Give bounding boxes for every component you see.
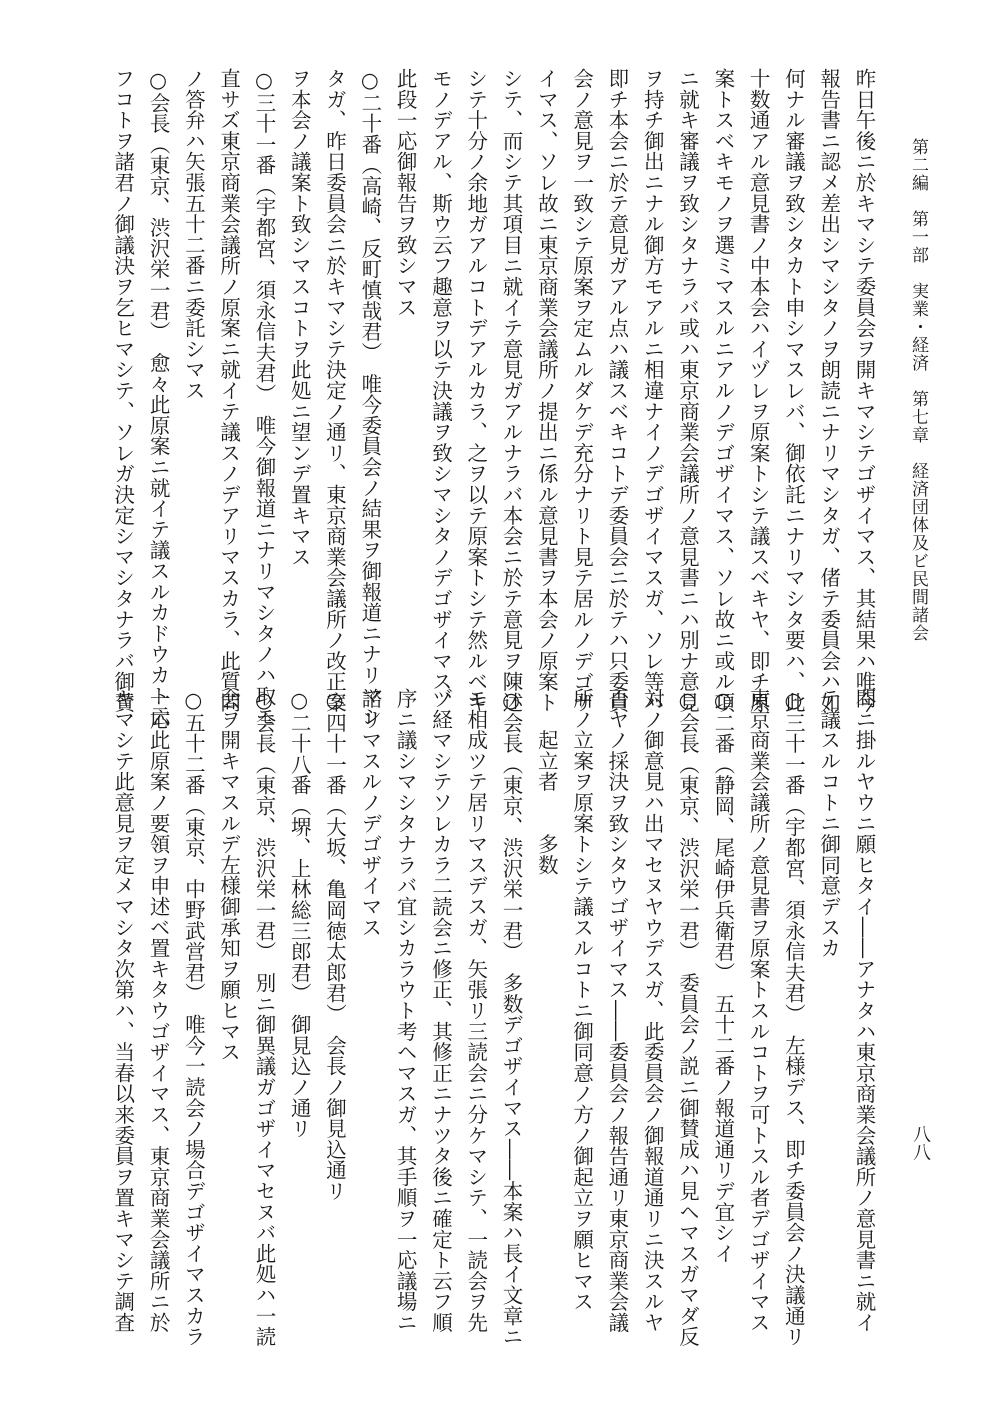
text-column: 案トスベキモノヲ選ミマスルニアルノデゴザイマス、ソレ故ニ或ル項 — [710, 68, 735, 713]
text-column: ○四十一番（大坂、亀岡徳太郎君） 会長ノ御見込通リ — [322, 688, 347, 1202]
text-column: ○三十一番（宇都宮、須永信夫君） 唯今御報道ニナリマシタノハ取モ — [251, 68, 276, 727]
text-column: 一応此原案ノ要領ヲ申述ベ置キタウゴザイマス、東京商業会議所ニ於 — [146, 688, 171, 1333]
text-column: ノ答弁ハ矢張五十二番ニ委託シマス — [181, 68, 206, 401]
text-column: ○三十一番（宇都宮、須永信夫君） 左様デス、即チ委員会ノ決議通リ — [781, 688, 806, 1347]
text-block-upper — [110, 68, 881, 727]
text-column: ヲ持チ御出ニナル御方モアルニ相違ナイノデゴザイマスガ、ソレ等ハ — [640, 68, 665, 713]
text-column: ○会長（東京、渋沢栄一君） 愈々此原案ニ就イテ議スルカドウカト云 — [146, 68, 171, 727]
text-column: 十数通アル意見書ノ中本会ハイヅレヲ原案トシテ議スベキヤ、即チ原 — [746, 68, 771, 713]
text-column: 即チ本会ニ於テ意見ガアル点ハ議スベキコトデ委員会ニ於テハ只委員 — [604, 68, 629, 713]
running-header: 第二編 第一部 実業・経済 第七章 経済団体及ビ民間諸会 — [908, 138, 928, 642]
text-column: モノデアル、斯ウ云フ趣意ヲ以テ決議ヲ致シマシタノデゴザイマス、 — [428, 68, 453, 713]
text-column: 諮リマスルノデゴザイマス — [357, 688, 382, 938]
text-column: シテ十分ノ余地ガアルコトデアルカラ、之ヲ以テ原案トシテ然ルベキ — [463, 68, 488, 713]
text-column: ヲ本会ノ議案ト致シマスコトヲ此処ニ望ンデ置キマス — [287, 68, 312, 568]
text-column: ○二十番（高崎、反町慎哉君） 唯今委員会ノ結果ヲ御報道ニナリマシ — [357, 68, 382, 727]
text-column: ○会長（東京、渋沢栄一君） 委員会ノ説ニ御賛成ハ見ヘマスガマダ反 — [675, 688, 700, 1347]
text-column: ○二十八番（堺、上林総三郎君） 御見込ノ通リ — [287, 688, 312, 1139]
text-column: 起立者 多数 — [534, 688, 559, 876]
text-column: 会ノ意見ヲ一致シテ原案ヲ定ムルダケデ充分ナリト見テ居ルノデゴザ — [569, 68, 594, 713]
text-column: 序ニ議シマシタナラバ宜シカラウト考ヘマスガ、其手順ヲ一応議場ニ — [393, 688, 418, 1333]
text-column: 問ニ掛ルヤウニ願ヒタイ――アナタハ東京商業会議所ノ意見書ニ就イ — [852, 688, 876, 1333]
text-column: ○二番（静岡、尾崎伊兵衛君） 五十二番ノ報道通リデ宜シイ — [710, 688, 735, 1264]
text-column: タガ、昨日委員会ニ於キマシテ決定ノ通リ、東京商業会議所ノ改正案 — [322, 68, 347, 713]
text-column: ニ就キ審議ヲ致シタナラバ或ハ東京商業会議所ノ意見書ニハ別ナ意見 — [675, 68, 700, 713]
text-column: 否ヤノ採決ヲ致シタウゴザイマス――委員会ノ報告通リ東京商業会議 — [604, 688, 629, 1333]
page-number: 八八 — [910, 1125, 931, 1161]
text-column: ○五十二番（東京、中野武営君） 唯今一読会ノ場合デゴザイマスカラ — [181, 688, 206, 1347]
text-column: ○会長（東京、渋沢栄一君） 多数デゴザイマス――本案ハ長イ文章ニ — [499, 688, 524, 1347]
text-column: モ相成ツテ居リマスデスガ、矢張リ三読会ニ分ケマシテ、一読会ヲ先 — [463, 688, 488, 1333]
text-column: フコトヲ諸君ノ御議決ヲ乞ヒマシテ、ソレガ決定シマシタナラバ御賛 — [110, 68, 135, 713]
text-column: 何ナル審議ヲ致シタカト申シマスレバ、御依託ニナリマシタ要ハ、此 — [781, 68, 806, 713]
text-column: 対ノ御意見ハ出マセヌヤウデスガ、此委員会ノ御報道通リニ決スルヤ — [640, 688, 665, 1333]
text-column: 此段一応御報告ヲ致シマス — [393, 68, 418, 318]
text-column: ○会長（東京、渋沢栄一君） 別ニ御異議ガゴザイマセヌバ此処ハ一読 — [251, 688, 276, 1347]
text-block-lower — [110, 688, 881, 1347]
text-column: 直サズ東京商業会議所ノ原案ニ就イテ議スノデアリマスカラ、此質問 — [216, 68, 241, 713]
text-column: イマス、ソレ故ニ東京商業会議所ノ提出ニ係ル意見書ヲ本会ノ原案ト — [534, 68, 559, 713]
text-column: ヅ経マシテソレカラ二読会ニ修正、其修正ニナツタ後ニ確定ト云フ順 — [428, 688, 453, 1333]
text-column: 昨日午後ニ於キマシテ委員会ヲ開キマシテゴザイマス、其結果ハ唯今 — [852, 68, 876, 713]
text-column: 報告書ニ認メ差出シマシタノヲ朗読ニナリマシタガ、偖テ委員会ハ如 — [816, 68, 841, 713]
text-column: キマシテ此意見ヲ定メマシタ次第ハ、当春以来委員ヲ置キマシテ調査 — [110, 688, 135, 1333]
text-column: 会ヲ開キマスルデ左様御承知ヲ願ヒマス — [216, 688, 241, 1063]
text-column: テ議スルコトニ御同意デスカ — [816, 688, 841, 959]
text-column: 東京商業会議所ノ意見書ヲ原案トスルコトヲ可トスル者デゴザイマス — [746, 688, 771, 1333]
text-column: 所ノ立案ヲ原案トシテ議スルコトニ御同意ノ方ノ御起立ヲ願ヒマス — [569, 688, 594, 1312]
text-column: シテ、而シテ其項目ニ就イテ意見ガアルナラバ本会ニ於テ意見ヲ陳述 — [499, 68, 524, 713]
